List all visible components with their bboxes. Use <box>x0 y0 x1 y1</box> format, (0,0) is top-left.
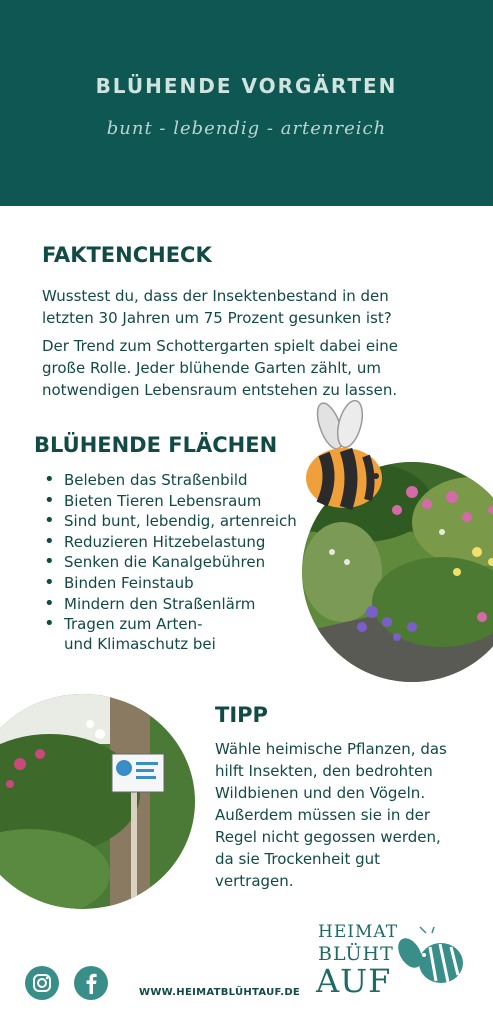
page-subtitle: bunt - lebendig - artenreich <box>106 118 387 139</box>
text-line: Wusstest du, dass der Insektenbestand in den <box>42 287 389 305</box>
text-line: Wildbienen und den Vögeln. <box>215 784 426 802</box>
logo-line-3: AUF <box>316 962 392 1000</box>
text-line: Regel nicht gegossen werden, <box>215 828 441 846</box>
flaechen-heading: BLÜHENDE FLÄCHEN <box>34 433 278 457</box>
header-banner <box>0 0 493 206</box>
list-item: • Reduzieren Hitzebelastung <box>44 532 297 553</box>
sign-photo <box>0 694 195 909</box>
tipp-paragraph <box>215 738 447 892</box>
instagram-button[interactable] <box>25 966 59 1000</box>
faktencheck-paragraph-1 <box>42 285 392 329</box>
text-line: hilft Insekten, den bedrohten <box>215 762 433 780</box>
faktencheck-paragraph-2 <box>42 335 398 401</box>
instagram-icon <box>25 966 59 1000</box>
logo-bee-icon <box>396 925 466 987</box>
text-line: vertragen. <box>215 872 294 890</box>
list-item: • Tragen zum Arten- <box>44 614 297 635</box>
logo-line-2: BLÜHT <box>318 943 394 965</box>
text-line: da sie Trockenheit gut <box>215 850 381 868</box>
logo-line-1: HEIMAT <box>318 922 399 942</box>
bee-icon <box>304 398 396 518</box>
text-line: große Rolle. Jeder blühende Garten zählt, um <box>42 359 381 377</box>
text-line: Der Trend zum Schottergarten spielt dabei eine <box>42 337 398 355</box>
list-item: • Bieten Tieren Lebensraum <box>44 491 297 512</box>
tipp-heading: TIPP <box>215 703 268 727</box>
list-item: • Senken die Kanalgebühren <box>44 552 297 573</box>
list-item: • Sind bunt, lebendig, artenreich <box>44 511 297 532</box>
website-link[interactable]: WWW.HEIMATBLÜHTAUF.DE <box>139 987 301 998</box>
facebook-icon <box>74 966 108 1000</box>
facebook-button[interactable] <box>74 966 108 1000</box>
list-item-continuation: und Klimaschutz bei <box>64 635 216 653</box>
list-item: • Beleben das Straßenbild <box>44 470 297 491</box>
garden-sign-illustration <box>0 694 195 909</box>
list-item: • Mindern den Straßenlärm <box>44 594 297 615</box>
list-item: • Binden Feinstaub <box>44 573 297 594</box>
text-line: letzten 30 Jahren um 75 Prozent gesunken ist? <box>42 309 392 327</box>
text-line: Außerdem müssen sie in der <box>215 806 431 824</box>
page-title: BLÜHENDE VORGÄRTEN <box>95 74 398 98</box>
text-line: notwendigen Lebensraum entstehen zu lassen. <box>42 381 398 399</box>
text-line: Wähle heimische Pflanzen, das <box>215 740 447 758</box>
faktencheck-heading: FAKTENCHECK <box>42 243 212 267</box>
benefits-list <box>44 470 297 635</box>
